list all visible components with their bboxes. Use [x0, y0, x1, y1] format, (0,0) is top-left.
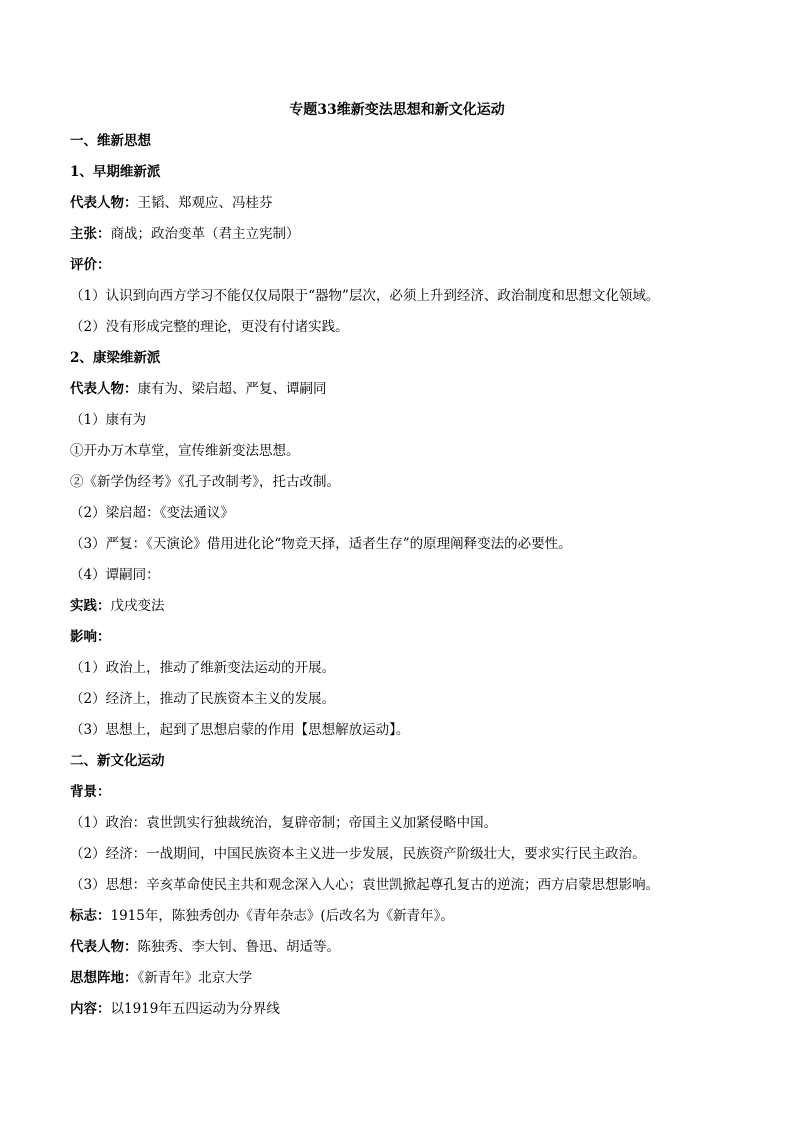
early-representatives: [70, 192, 730, 223]
evaluation-item: （1）认识到向西方学习不能仅仅局限于“器物”层次，必须上升到经济、政治制度和思想文化领域。: [70, 288, 660, 304]
new-culture-representatives: [70, 936, 730, 967]
early-claims: [70, 223, 730, 254]
impact-item: （2）经济上，推动了民族资本主义的发展。: [70, 691, 336, 707]
value: 1915年，陈独秀创办《青年杂志》(后改名为《新青年》。: [110, 908, 454, 924]
liang-qichao: （2）梁启超：《变法通议》: [70, 505, 234, 521]
evaluation-item: （2）没有形成完整的理论，更没有付诸实践。: [70, 319, 349, 335]
label: 主张：: [70, 226, 111, 242]
label: 实践：: [70, 598, 111, 614]
section-heading-new-culture: 二、新文化运动: [70, 753, 165, 769]
label: 代表人物：: [70, 939, 138, 955]
content: [70, 998, 730, 1029]
label: 内容：: [70, 1001, 111, 1017]
kang-youwei: （1）康有为: [70, 412, 147, 428]
page-title: 专题33维新变法思想和新文化运动: [289, 102, 505, 118]
kang-liang-representatives: [70, 378, 730, 409]
yan-fu: （3）严复：《天演论》借用进化论“物竞天择，适者生存”的原理阐释变法的必要性。: [70, 536, 572, 552]
background-item: （3）思想：辛亥革命使民主共和观念深入人心；袁世凯掀起尊孔复古的逆流；西方启蒙思想影响。: [70, 877, 660, 893]
subheading-early-reformers: 1、早期维新派: [70, 164, 161, 180]
background-item: （1）政治：袁世凯实行独裁统治，复辟帝制；帝国主义加紧侵略中国。: [70, 815, 498, 831]
section-heading-reform-thought: 一、维新思想: [70, 133, 151, 149]
background-label: 背景：: [70, 784, 111, 800]
impact-item: （3）思想上，起到了思想启蒙的作用【思想解放运动】。: [70, 722, 410, 738]
label: 代表人物：: [70, 381, 138, 397]
kang-youwei-item: ①开办万木草堂，宣传维新变法思想。: [70, 443, 300, 459]
kang-youwei-item: ②《新学伪经考》《孔子改制考》，托古改制。: [70, 474, 340, 490]
value: 商战；政治变革（君主立宪制）: [110, 226, 300, 242]
evaluation-label: 评价：: [70, 257, 111, 273]
value: 陈独秀、李大钊、鲁迅、胡适等。: [137, 939, 340, 955]
value: 王韬、郑观应、冯桂芬: [137, 195, 273, 211]
background-item: （2）经济：一战期间，中国民族资本主义进一步发展，民族资产阶级壮大，要求实行民主政治。: [70, 846, 646, 862]
value: 以1919年五四运动为分界线: [110, 1001, 280, 1017]
ideological-base: [70, 967, 730, 998]
subheading-kang-liang: 2、康梁维新派: [70, 350, 161, 366]
label: 标志：: [70, 908, 111, 924]
impact-label: 影响：: [70, 629, 111, 645]
value: 康有为、梁启超、严复、谭嗣同: [137, 381, 327, 397]
practice: [70, 595, 730, 626]
label: 思想阵地：: [70, 970, 138, 986]
mark: [70, 905, 730, 936]
label: 代表人物：: [70, 195, 138, 211]
value: 《新青年》北京大学: [137, 970, 253, 986]
impact-item: （1）政治上，推动了维新变法运动的开展。: [70, 660, 336, 676]
tan-sitong: （4）谭嗣同：: [70, 567, 160, 583]
document-body: [70, 130, 730, 1029]
value: 戊戌变法: [110, 598, 165, 614]
